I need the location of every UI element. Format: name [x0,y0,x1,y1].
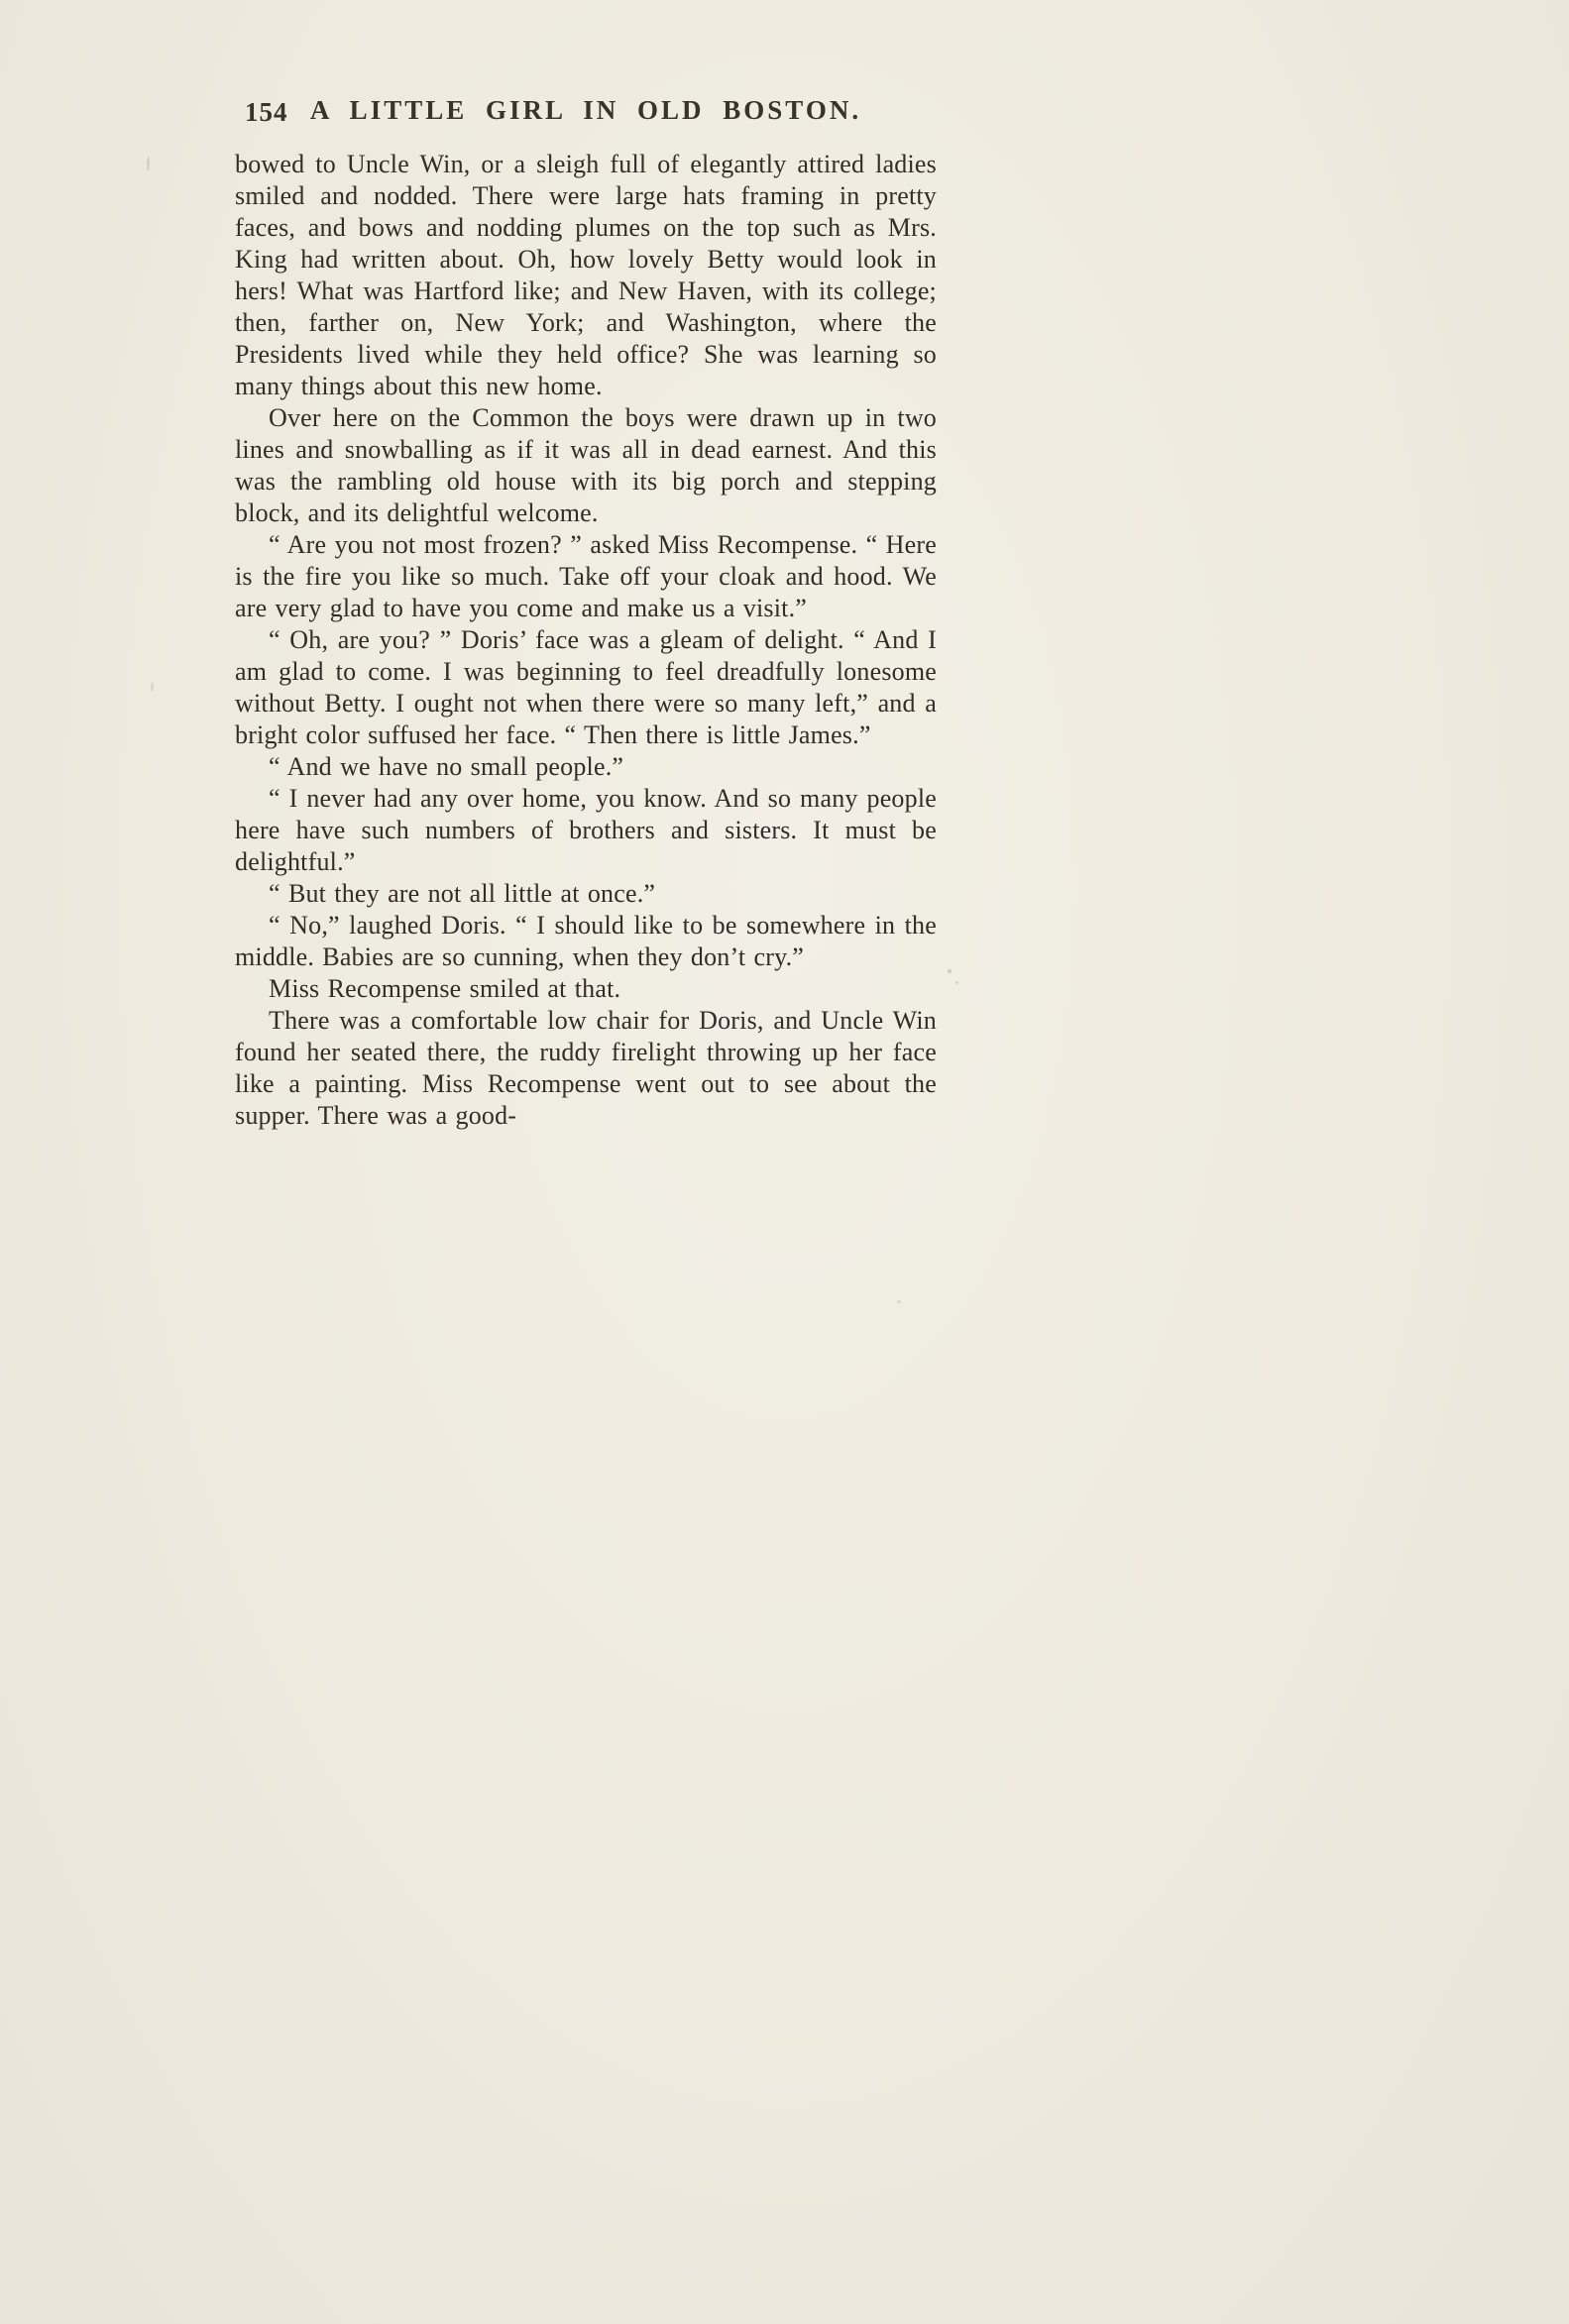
text-block [235,149,937,1132]
scan-artifact [955,981,958,984]
page-number: 154 [245,97,288,127]
paragraph: “ No,” laughed Doris. “ I should like to be somewhere in the middle. Babies are so cunning, when they don’t cry.” [235,911,937,971]
paragraph: There was a comfortable low chair for Doris, and Uncle Win found her seated there, the ruddy firelight throwing up her face like a painting. Miss Recompense went out to see about the supper. There was a good- [235,1006,937,1130]
running-title: A LITTLE GIRL IN OLD BOSTON. [309,95,862,125]
scan-artifact [897,1300,901,1303]
paragraph: “ Oh, are you? ” Doris’ face was a gleam of delight. “ And I am glad to come. I was beginning to feel dreadfully lonesome without Betty. I ought not when there were so many left,” and a bright color suffused her face. “ Then there is little James.” [235,625,937,749]
paragraph: Over here on the Common the boys were drawn up in two lines and snowballing as if it was all in dead earnest. And this was the rambling old house with its big porch and stepping block, and its delightful welcome. [235,403,937,527]
paragraph: “ But they are not all little at once.” [269,879,656,908]
paragraph: “ And we have no small people.” [269,752,624,781]
scan-artifact [948,969,952,973]
scan-artifact [147,157,150,170]
scan-artifact [151,682,154,692]
paragraph: “ I never had any over home, you know. And so many people here have such numbers of brothers and sisters. It must be delightful.” [235,784,937,876]
paragraph: “ Are you not most frozen? ” asked Miss Recompense. “ Here is the fire you like so much. Take off your cloak and hood. We are very glad to have you come and make us a visit.” [235,530,937,622]
paragraph: Miss Recompense smiled at that. [269,974,621,1003]
running-head [235,95,937,135]
paragraph: bowed to Uncle Win, or a sleigh full of elegantly attired ladies smiled and nodded. There were large hats framing in pretty faces, and bows and nodding plumes on the top such as Mrs. King had written about. Oh, how lovely Betty would look in hers! What was Hartford like; and New Haven, with its college; then, farther on, New York; and Washington, where the Presidents lived while they held office? She was learning so many things about this new home. [235,150,937,400]
